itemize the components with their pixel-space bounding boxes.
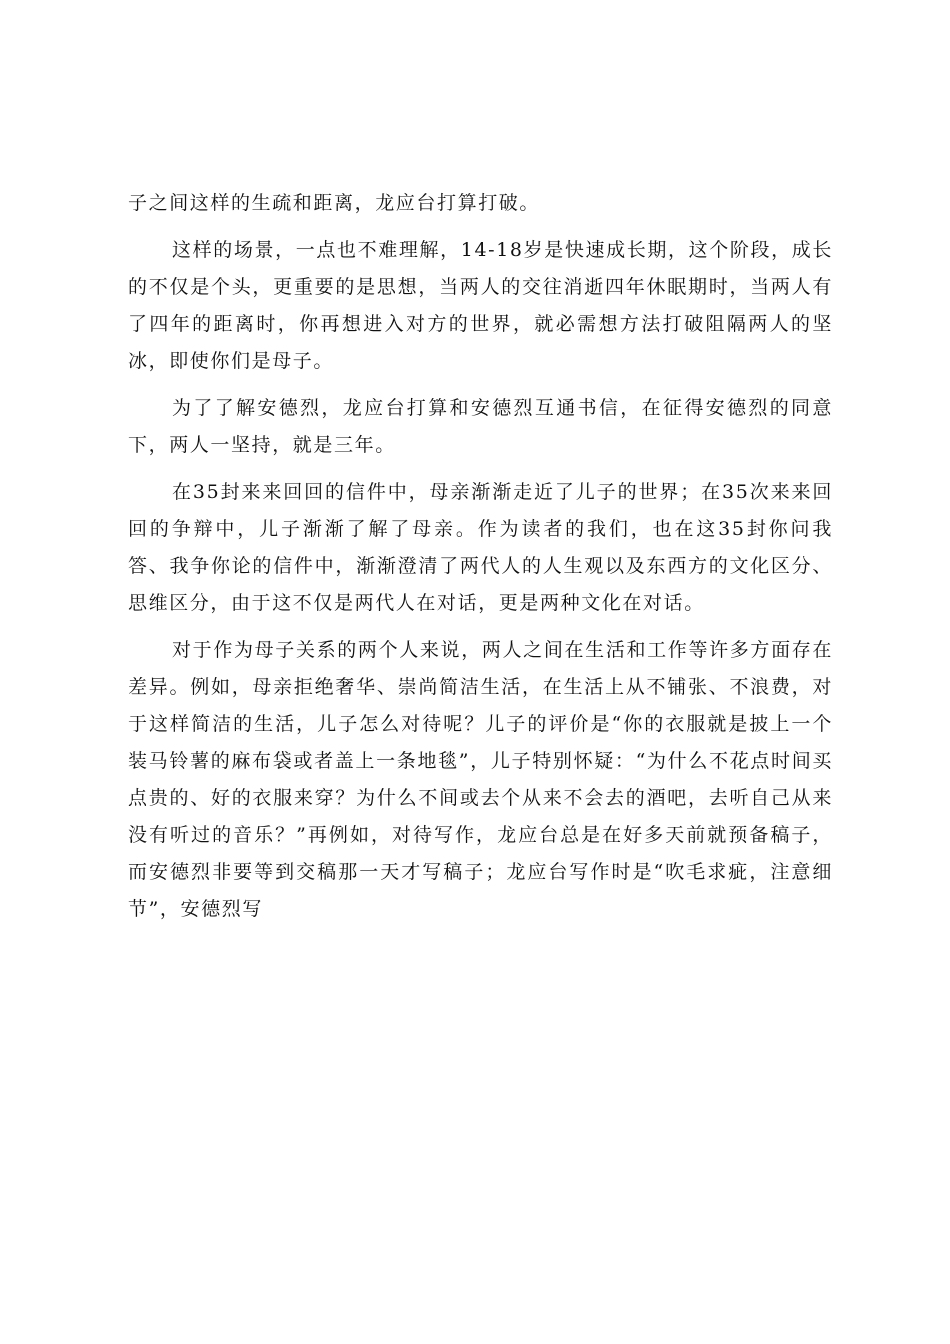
paragraph-growth-period: 这样的场景，一点也不难理解，14-18岁是快速成长期，这个阶段，成长的不仅是个头，更重要的是思想，当两人的交往消逝四年休眠期时，当两人有了四年的距离时，你再想进入对方的世界，就必需想方法打破阻隔两人的坚冰，即使你们是母子。 (128, 239, 833, 372)
paragraph-differences: 对于作为母子关系的两个人来说，两人之间在生活和工作等许多方面存在差异。例如，母亲拒绝奢华、崇尚简洁生活，在生活上从不铺张、不浪费，对于这样简洁的生活，儿子怎么对待呢？儿子的评价是“你的衣服就是披上一个装马铃薯的麻布袋或者盖上一条地毯”，儿子特别怀疑：“为什么不花点时间买点贵的、好的衣服来穿？为什么不间或去个从来不会去的酒吧，去听自己从来没有听过的音乐？”再例如，对待写作，龙应台总是在好多天前就预备稿子，而安德烈非要等到交稿那一天才写稿子；龙应台写作时是“吹毛求疵，注意细节”，安德烈写 (128, 639, 833, 920)
paragraph-letters-decision: 为了了解安德烈，龙应台打算和安德烈互通书信，在征得安德烈的同意下，两人一坚持，就是三年。 (128, 397, 833, 456)
paragraph-35-letters: 在35封来来回回的信件中，母亲渐渐走近了儿子的世界；在35次来来回回的争辩中，儿子渐渐了解了母亲。作为读者的我们，也在这35封你问我答、我争你论的信件中，渐渐澄清了两代人的人生观以及东西方的文化区分、思维区分，由于这不仅是两代人在对话，更是两种文化在对话。 (128, 481, 833, 614)
document-page (128, 185, 833, 938)
paragraph-continuation: 子之间这样的生疏和距离，龙应台打算打破。 (128, 192, 541, 214)
